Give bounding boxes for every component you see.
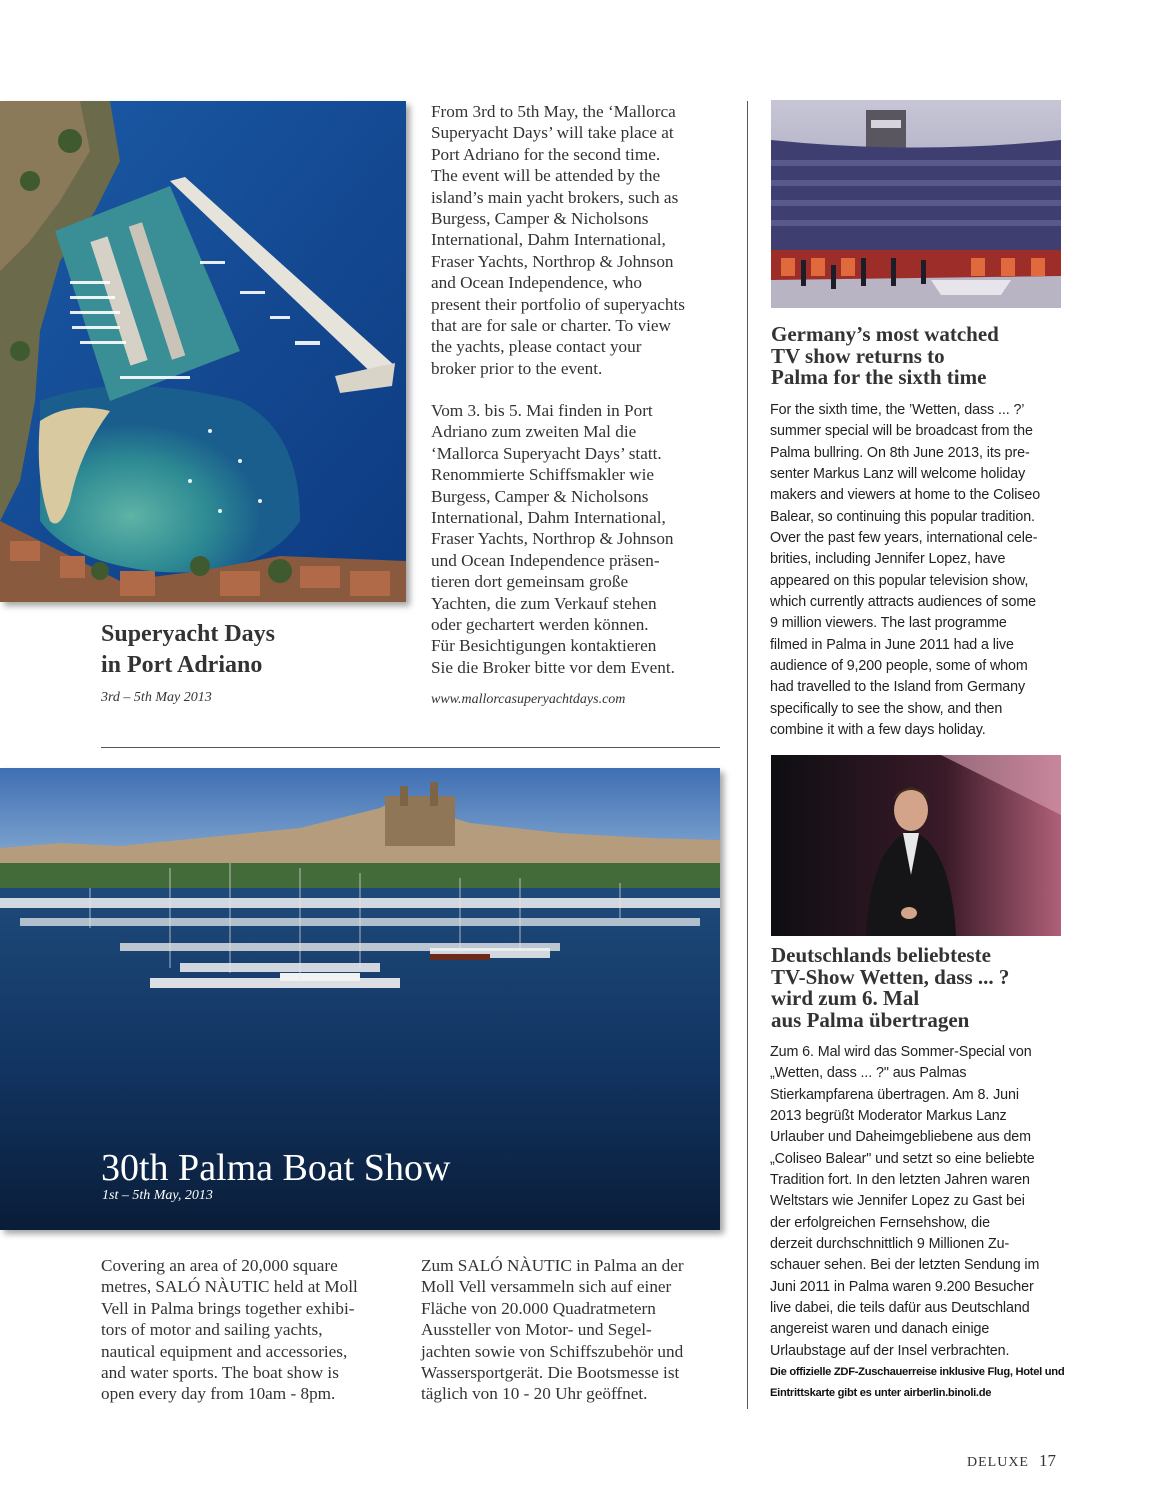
magazine-name: DELUXE bbox=[967, 1455, 1029, 1470]
boat-show-title: 30th Palma Boat Show bbox=[101, 1147, 451, 1189]
boat-show-body-en: Covering an area of 20,000 square metres, SALÓ NÀUTIC held at Moll Vell in Palma brings together exhibi- tors of motor and sailing yachts, nautical equipment and accessories, and water sports. The boat show is open every day from 10am - 8pm. bbox=[101, 1256, 358, 1404]
tv-show-note-de: Die offizielle ZDF-Zuschauerreise inklusive Flug, Hotel und Eintrittskarte gibt es unter airberlin.binoli.de bbox=[770, 1366, 1065, 1399]
tv-show-heading-de: Deutschlands beliebteste TV-Show Wetten, dass ... ? wird zum 6. Mal aus Palma übertragen bbox=[771, 943, 1010, 1032]
page-number: 17 bbox=[1039, 1451, 1056, 1470]
presenter-markus-lanz-photo bbox=[771, 755, 1061, 936]
column-divider-vertical bbox=[747, 101, 748, 1409]
coliseo-balear-arena-photo bbox=[771, 100, 1061, 308]
port-adriano-website-link[interactable]: www.mallorcasuperyachtdays.com bbox=[431, 692, 626, 707]
boat-show-dates: 1st – 5th May, 2013 bbox=[102, 1188, 213, 1203]
port-adriano-body-en: From 3rd to 5th May, the ‘Mallorca Superyacht Days’ will take place at Port Adriano for the second time. The event will be attended by the island’s main yacht brokers, such as Burgess, Camper & Nicholsons International, Dahm International, Fraser Yachts, Northrop & Johnson and Ocean Independence, who present their portfolio of superyachts that are for sale or charter. To view the yachts, please contact your broker prior to the event. bbox=[431, 102, 685, 378]
tv-show-heading-en: Germany’s most watched TV show returns to Palma for the sixth time bbox=[771, 322, 999, 390]
boat-show-body-de: Zum SALÓ NÀUTIC in Palma an der Moll Vell versammeln sich auf einer Fläche von 20.000 Quadratmetern Aussteller von Motor- und Segel- jachten sowie von Schiffszubehör und Wassersportgerät. Die Bootsmesse ist täglich von 10 - 20 Uhr geöffnet. bbox=[421, 1256, 684, 1404]
port-adriano-aerial-photo bbox=[0, 101, 406, 602]
port-adriano-dates: 3rd – 5th May 2013 bbox=[101, 690, 212, 705]
section-divider-horizontal bbox=[101, 747, 720, 748]
page-footer bbox=[967, 1451, 1067, 1471]
tv-show-body-en: For the sixth time, the ’Wetten, dass ... ?’ summer special will be broadcast from the Palma bullring. On 8th June 2013, its pre- senter Markus Lanz will welcome holiday makers and viewers at home to the Coliseo Balear, so continuing this popular tradition. Over the past few years, international cele- brities, including Jennifer Lopez, have appeared on this popular television show, which currently attracts audiences of some 9 million viewers. The last programme filmed in Palma in June 2011 had a live audience of 9,200 people, some of whom had travelled to the Island from Germany specifically to see the show, and then combine it with a few days holiday. bbox=[770, 402, 1041, 739]
port-adriano-title: Superyacht Days in Port Adriano bbox=[101, 621, 276, 678]
port-adriano-body-de: Vom 3. bis 5. Mai finden in Port Adriano zum zweiten Mal die ‘Mallorca Superyacht Days’ statt. Renommierte Schiffsmakler wie Burgess, Camper & Nicholsons International, Dahm International, Fraser Yachts, Northrop & Johnson und Ocean Independence präsen- tieren dort gemeinsam große Yachten, die zum Verkauf stehen oder gechartert werden können. Für Besichtigungen kontaktieren Sie die Broker bitte vor dem Event. bbox=[431, 401, 675, 677]
tv-show-body-de: Zum 6. Mal wird das Sommer-Special von „Wetten, dass ... ?" aus Palmas Stierkampfarena übertragen. Am 8. Juni 2013 begrüßt Moderator Markus Lanz Urlauber und Daheimgebliebene aus dem „Coliseo Balear" und setzt so eine beliebte Tradition fort. In den letzten Jahren waren Weltstars wie Jennifer Lopez zu Gast bei der erfolgreichen Fernsehshow, die derzeit durchschnittlich 9 Millionen Zu- schauer sehen. Bei der letzten Sendung im Juni 2011 in Palma waren 9.200 Besucher live dabei, die teils dafür aus Deutschland angereist waren und danach einige Urlaubstage auf der Insel verbrachten. bbox=[770, 1044, 1040, 1359]
